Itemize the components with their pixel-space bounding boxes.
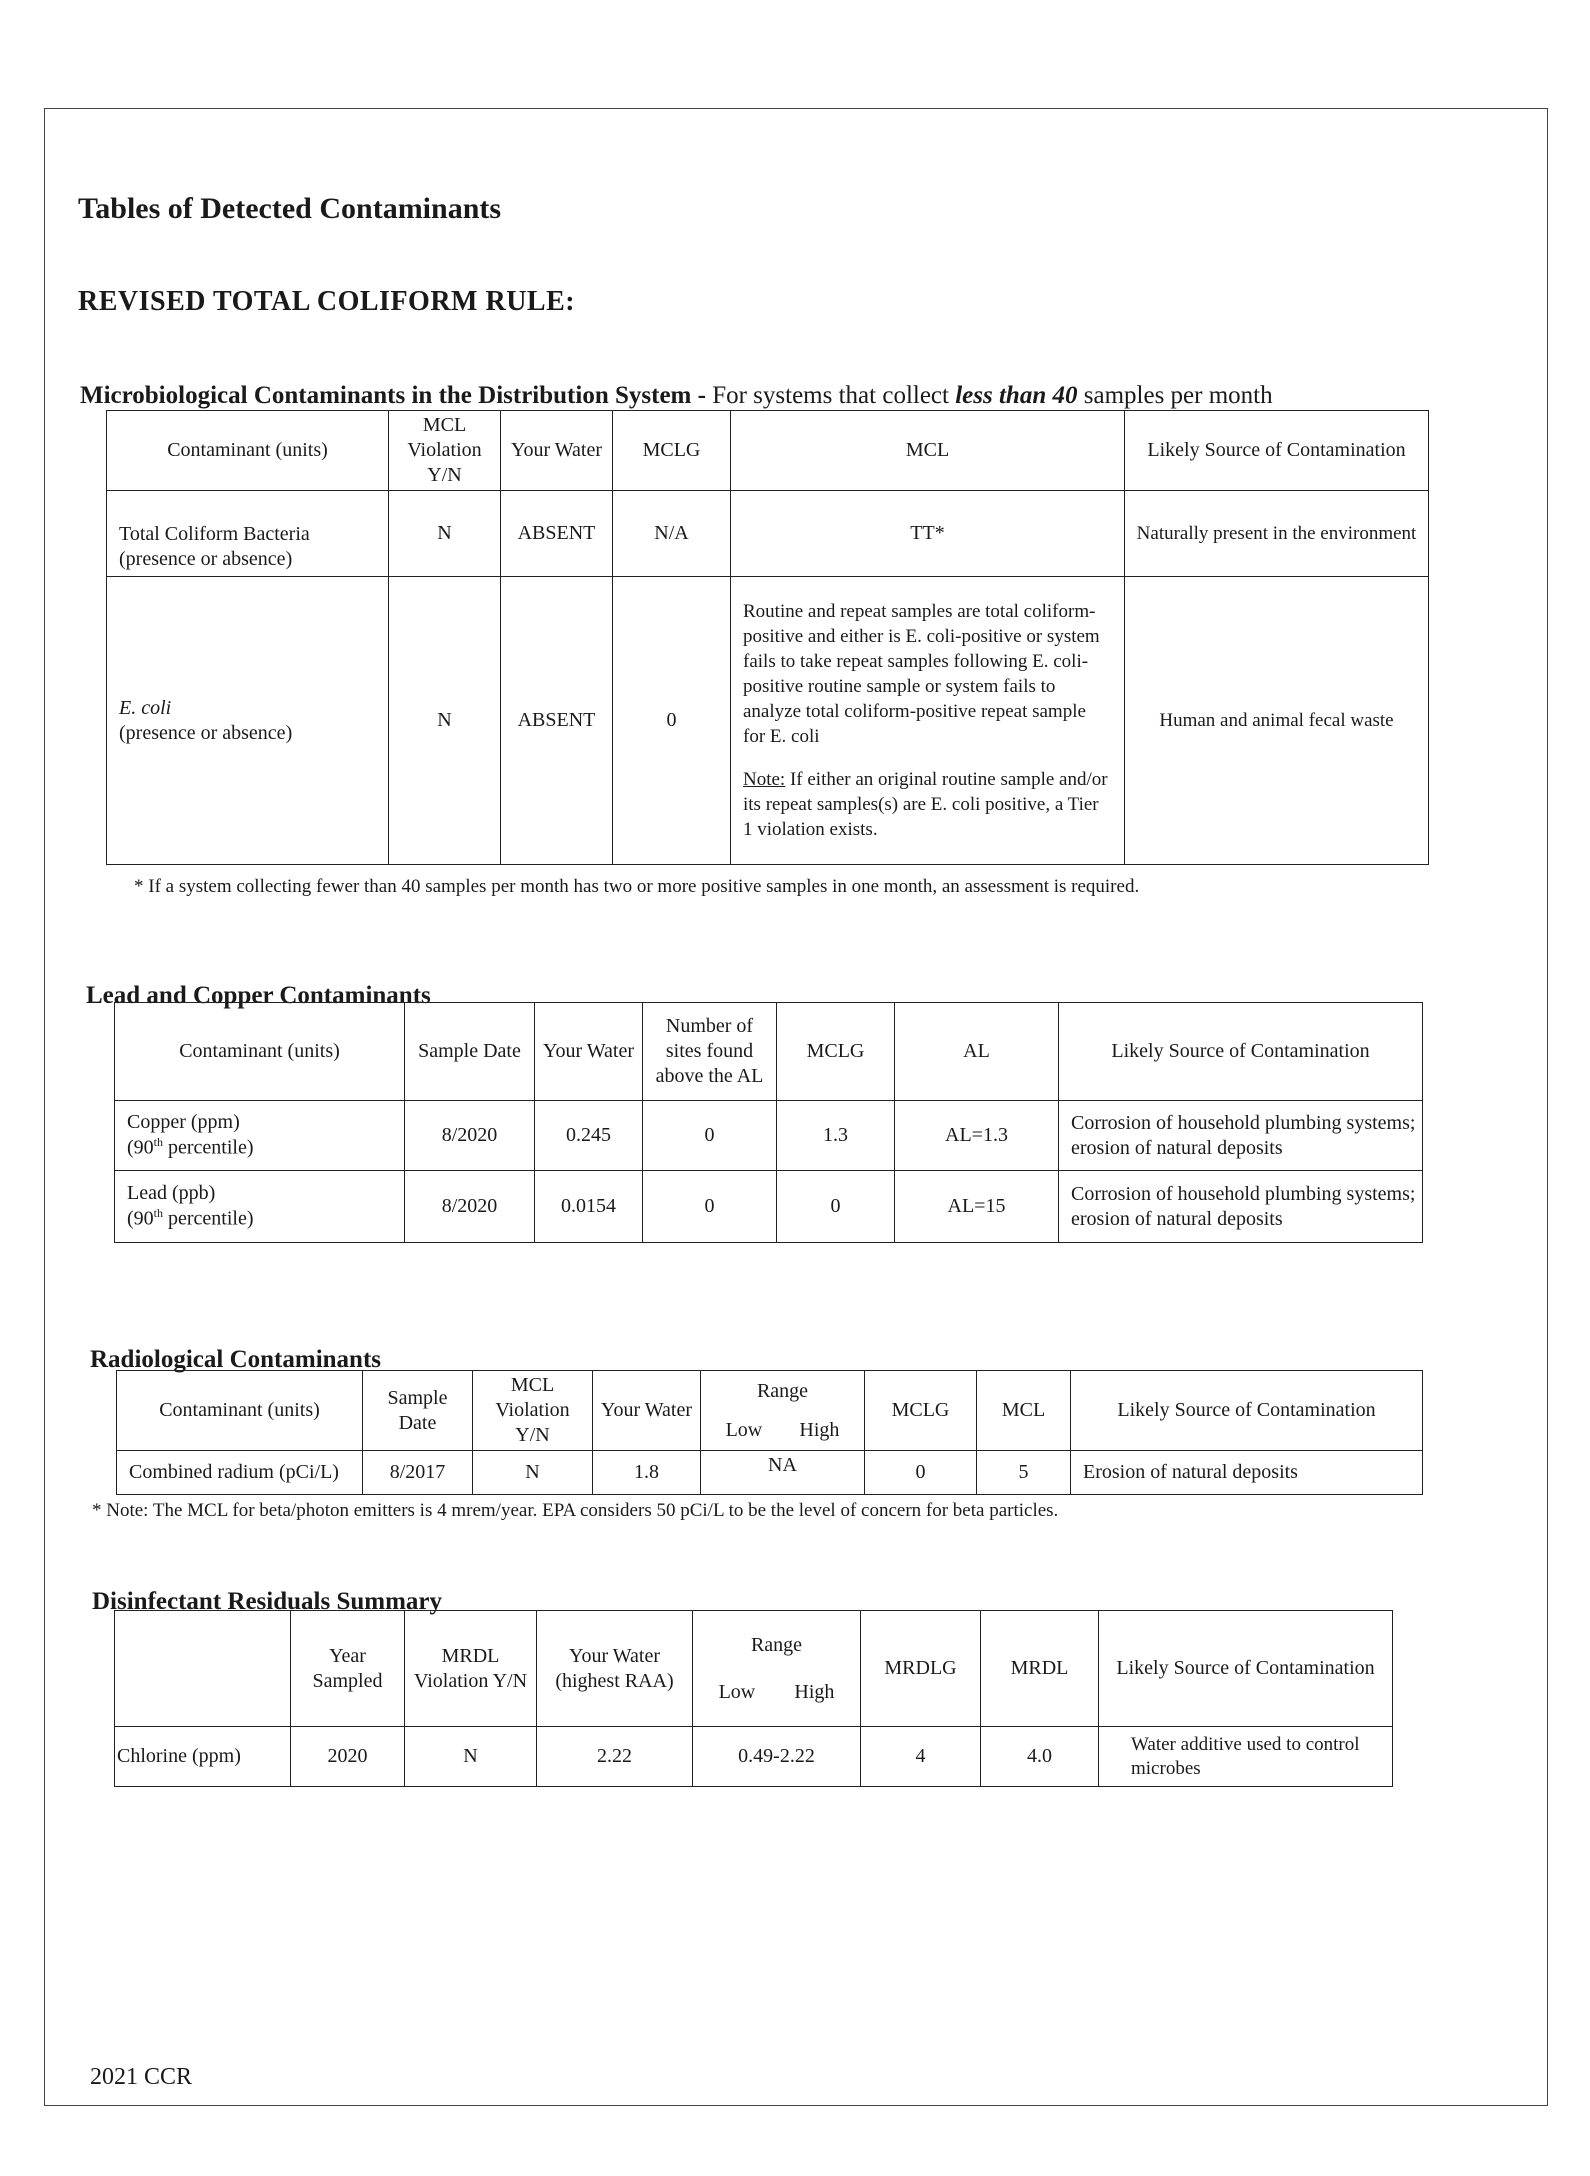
micro-cell-your-water: ABSENT	[501, 577, 613, 865]
dis-header-row	[115, 1611, 1393, 1727]
micro-heading	[80, 382, 1273, 410]
rad-h-range-split	[707, 1418, 858, 1443]
lc-cell-sites: 0	[643, 1171, 777, 1243]
micro-heading-sep: -	[691, 382, 713, 409]
contaminant-name: E. coli	[119, 696, 172, 719]
dis-h-mrdlg: MRDLG	[861, 1611, 981, 1727]
rad-cell-mcl: 5	[977, 1451, 1071, 1495]
table-row	[117, 1451, 1423, 1495]
micro-footnote: * If a system collecting fewer than 40 samples per month has two or more positive samples in one month, an assessment is required.	[134, 876, 1140, 897]
percentile-label: (90th percentile)	[127, 1135, 254, 1159]
lc-h-mclg: MCLG	[777, 1003, 895, 1101]
radiological-table	[116, 1370, 1423, 1495]
dis-h-high: High	[794, 1680, 835, 1703]
micro-h-contaminant: Contaminant (units)	[107, 411, 389, 491]
rad-h-contaminant: Contaminant (units)	[117, 1371, 363, 1451]
ecoli-note-label: Note:	[743, 769, 786, 791]
micro-cell-your-water: ABSENT	[501, 491, 613, 577]
micro-cell-mcl: TT*	[731, 491, 1125, 577]
dis-h-range-label: Range	[750, 1633, 803, 1656]
rad-h-sample-date: Sample Date	[363, 1371, 473, 1451]
lc-cell-mclg: 0	[777, 1171, 895, 1243]
dis-cell-your-water: 2.22	[537, 1727, 693, 1787]
contaminant-name: Lead (ppb)	[127, 1182, 216, 1205]
dis-cell-mrdlg: 4	[861, 1727, 981, 1787]
micro-header-row	[107, 411, 1429, 491]
dis-h-your-water: Your Water (highest RAA)	[537, 1611, 693, 1727]
table-row	[107, 577, 1429, 865]
micro-cell-contaminant	[107, 577, 389, 865]
disinfectant-table	[114, 1610, 1393, 1787]
micro-h-violation: MCL Violation Y/N	[389, 411, 501, 491]
disinfectant-heading: Disinfectant Residuals Summary	[92, 1588, 443, 1615]
dis-h-source: Likely Source of Contamination	[1099, 1611, 1393, 1727]
dis-cell-source: Water additive used to control microbes	[1099, 1727, 1393, 1787]
rad-h-low: Low	[725, 1418, 763, 1441]
micro-cell-mclg: N/A	[613, 491, 731, 577]
micro-cell-source: Human and animal fecal waste	[1125, 577, 1429, 865]
lc-h-your-water: Your Water	[535, 1003, 643, 1101]
contaminant-units: (presence or absence)	[119, 721, 293, 744]
dis-h-range	[693, 1611, 861, 1727]
lc-cell-contaminant	[115, 1101, 405, 1171]
ecoli-mcl-text: Routine and repeat samples are total coliform-positive and either is E. coli-positive or system fails to take repeat samples following E. coli-positive routine sample or system fails to analyze total coliform-positive repeat sample for E. coli	[743, 600, 1100, 748]
ecoli-note-text: If either an original routine sample and/or its repeat samples(s) are E. coli positive, a Tier 1 violation exists.	[743, 769, 1108, 841]
rad-h-range-label: Range	[756, 1379, 809, 1402]
dis-h-low: Low	[718, 1680, 756, 1703]
lc-cell-al: AL=15	[895, 1171, 1059, 1243]
page-title: Tables of Detected Contaminants	[78, 192, 502, 225]
rad-cell-contaminant: Combined radium (pCi/L)	[117, 1451, 363, 1495]
lc-cell-al: AL=1.3	[895, 1101, 1059, 1171]
lc-h-source: Likely Source of Contamination	[1059, 1003, 1423, 1101]
rad-h-range	[701, 1371, 865, 1451]
dis-h-range-split	[699, 1680, 854, 1705]
contaminant-name: Total Coliform Bacteria	[119, 523, 310, 545]
radiological-heading: Radiological Contaminants	[90, 1346, 382, 1373]
micro-cell-mcl	[731, 577, 1125, 865]
dis-cell-violation: N	[405, 1727, 537, 1787]
rad-cell-range: NA	[701, 1451, 865, 1495]
table-row	[115, 1727, 1393, 1787]
rad-h-source: Likely Source of Contamination	[1071, 1371, 1423, 1451]
lc-h-sites: Number of sites found above the AL	[643, 1003, 777, 1101]
rad-h-high: High	[799, 1418, 840, 1441]
table-row	[115, 1101, 1423, 1171]
lc-header-row	[115, 1003, 1423, 1101]
radiological-note: * Note: The MCL for beta/photon emitters is 4 mrem/year. EPA considers 50 pCi/L to be the level of concern for beta particles.	[92, 1500, 1059, 1521]
table-row	[107, 491, 1429, 577]
micro-heading-post: samples per month	[1077, 382, 1273, 409]
percentile-label: (90th percentile)	[127, 1206, 254, 1230]
dis-h-violation: MRDL Violation Y/N	[405, 1611, 537, 1727]
micro-cell-mclg: 0	[613, 577, 731, 865]
contaminant-name: Copper (ppm)	[127, 1111, 240, 1134]
micro-cell-violation: N	[389, 491, 501, 577]
micro-cell-contaminant	[107, 491, 389, 577]
micro-heading-bold: Microbiological Contaminants in the Distribution System	[80, 382, 692, 409]
micro-cell-source: Naturally present in the environment	[1125, 491, 1429, 577]
rule-heading: REVISED TOTAL COLIFORM RULE:	[78, 286, 576, 317]
micro-h-mclg: MCLG	[613, 411, 731, 491]
lc-h-al: AL	[895, 1003, 1059, 1101]
dis-h-mrdl: MRDL	[981, 1611, 1099, 1727]
lc-cell-sample-date: 8/2020	[405, 1171, 535, 1243]
rad-cell-sample-date: 8/2017	[363, 1451, 473, 1495]
lc-cell-your-water: 0.0154	[535, 1171, 643, 1243]
rad-cell-your-water: 1.8	[593, 1451, 701, 1495]
dis-h-year: Year Sampled	[291, 1611, 405, 1727]
dis-cell-mrdl: 4.0	[981, 1727, 1099, 1787]
rad-h-mcl: MCL	[977, 1371, 1071, 1451]
micro-h-mcl: MCL	[731, 411, 1125, 491]
rad-h-your-water: Your Water	[593, 1371, 701, 1451]
lead-copper-table	[114, 1002, 1423, 1243]
lc-h-contaminant: Contaminant (units)	[115, 1003, 405, 1101]
micro-h-source: Likely Source of Contamination	[1125, 411, 1429, 491]
dis-cell-name: Chlorine (ppm)	[115, 1727, 291, 1787]
micro-heading-pre: For systems that collect	[712, 382, 956, 409]
lc-cell-sample-date: 8/2020	[405, 1101, 535, 1171]
rad-h-violation: MCL Violation Y/N	[473, 1371, 593, 1451]
lc-cell-source: Corrosion of household plumbing systems; erosion of natural deposits	[1059, 1101, 1423, 1171]
rad-cell-violation: N	[473, 1451, 593, 1495]
lc-cell-sites: 0	[643, 1101, 777, 1171]
lc-cell-mclg: 1.3	[777, 1101, 895, 1171]
lead-copper-heading: Lead and Copper Contaminants	[86, 982, 431, 1009]
lc-cell-source: Corrosion of household plumbing systems; erosion of natural deposits	[1059, 1171, 1423, 1243]
micro-h-your-water: Your Water	[501, 411, 613, 491]
ecoli-mcl-note	[743, 767, 1112, 842]
micro-cell-violation: N	[389, 577, 501, 865]
lc-h-sample-date: Sample Date	[405, 1003, 535, 1101]
dis-cell-range: 0.49-2.22	[693, 1727, 861, 1787]
contaminant-units: (presence or absence)	[119, 548, 293, 570]
micro-table	[106, 410, 1429, 865]
lc-cell-contaminant	[115, 1171, 405, 1243]
dis-h-blank	[115, 1611, 291, 1727]
rad-cell-source: Erosion of natural deposits	[1071, 1451, 1423, 1495]
rad-cell-mclg: 0	[865, 1451, 977, 1495]
lc-cell-your-water: 0.245	[535, 1101, 643, 1171]
micro-heading-emph: less than 40	[955, 382, 1078, 409]
dis-cell-year: 2020	[291, 1727, 405, 1787]
rad-h-mclg: MCLG	[865, 1371, 977, 1451]
page-footer: 2021 CCR	[90, 2064, 193, 2090]
rad-header-row	[117, 1371, 1423, 1451]
table-row	[115, 1171, 1423, 1243]
